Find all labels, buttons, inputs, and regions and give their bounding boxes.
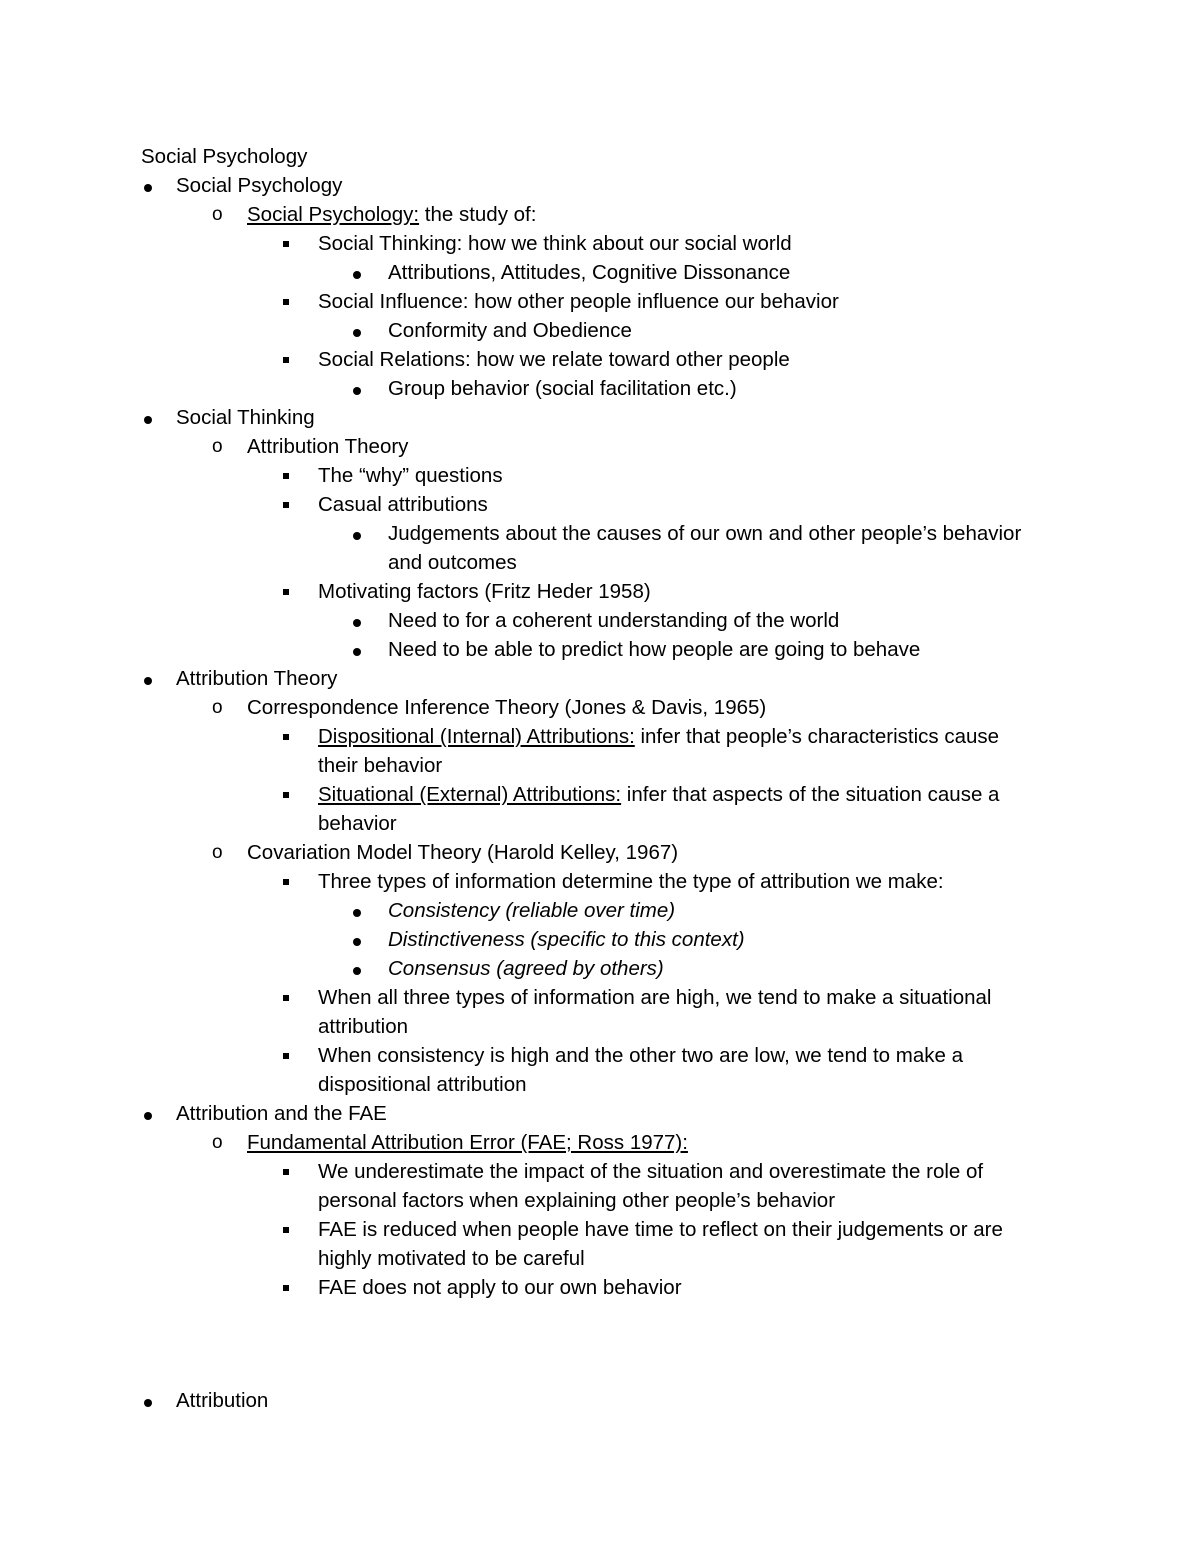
bullet-square-icon: [283, 1041, 289, 1070]
list-item-continuation: [0, 1244, 1200, 1273]
list-item-text: [318, 345, 790, 374]
list-item-text: [176, 1099, 387, 1128]
list-item-level-4: [0, 606, 1200, 635]
list-item-text: [318, 867, 944, 896]
text-run: personal factors when explaining other people’s behavior: [318, 1189, 836, 1212]
list-item-level-3: [0, 722, 1200, 751]
underlined-term: Social Psychology:: [247, 203, 420, 226]
list-item-level-3: [0, 229, 1200, 258]
text-run: highly motivated to be careful: [318, 1247, 585, 1270]
underlined-term: Fundamental Attribution Error (FAE; Ross 1977):: [247, 1131, 688, 1154]
text-run: Need to for a coherent understanding of the world: [388, 609, 840, 632]
list-item-text: [388, 606, 839, 635]
list-item-continuation: [0, 1186, 1200, 1215]
list-item-text: [318, 1244, 585, 1273]
bullet-square-icon: [283, 1215, 289, 1244]
text-run: Judgements about the causes of our own and other people’s behavior: [388, 522, 1022, 545]
bullet-dot-icon: [143, 403, 153, 432]
text-run: Group behavior (social facilitation etc.): [388, 377, 737, 400]
list-item-text: [318, 287, 839, 316]
list-item-text: [318, 1070, 527, 1099]
list-item-continuation: [0, 1070, 1200, 1099]
list-item-text: [318, 809, 397, 838]
text-run: dispositional attribution: [318, 1073, 527, 1096]
bullet-dot-icon: [143, 171, 153, 200]
list-item-level-1: [0, 664, 1200, 693]
list-item-level-2: [0, 200, 1200, 229]
list-item-text: [388, 954, 664, 983]
list-item-continuation: [0, 1012, 1200, 1041]
list-item-text: [388, 896, 675, 925]
list-item-level-4: [0, 954, 1200, 983]
text-run: Need to be able to predict how people are going to behave: [388, 638, 921, 661]
list-item-level-3: [0, 345, 1200, 374]
list-item-level-4: [0, 519, 1200, 548]
text-run: Motivating factors (Fritz Heder 1958): [318, 580, 651, 603]
page-title: Social Psychology: [141, 145, 308, 168]
list-item-text: [318, 1186, 835, 1215]
bullet-circle-icon: o: [212, 436, 223, 457]
text-run: Social Thinking: [176, 406, 315, 429]
list-item-level-4: [0, 896, 1200, 925]
text-run: infer that aspects of the situation cause a: [621, 783, 1000, 806]
text-run: Casual attributions: [318, 493, 488, 516]
text-run: When consistency is high and the other two are low, we tend to make a: [318, 1044, 963, 1067]
bullet-square-icon: [283, 983, 289, 1012]
bullet-square-icon: [283, 461, 289, 490]
list-item-level-1: [0, 1386, 1200, 1415]
list-item-text: [176, 403, 315, 432]
list-item-text: [247, 200, 536, 229]
list-item-level-3: [0, 490, 1200, 519]
bullet-circle-icon: o: [212, 204, 223, 225]
list-item-continuation: [0, 809, 1200, 838]
list-item-level-3: [0, 780, 1200, 809]
bullet-square-icon: [283, 287, 289, 316]
list-item-text: [176, 664, 337, 693]
list-item-level-1: [0, 1099, 1200, 1128]
list-item-level-2: [0, 838, 1200, 867]
list-item-level-2: [0, 1128, 1200, 1157]
list-item-level-4: [0, 258, 1200, 287]
text-run: infer that people’s characteristics cause: [634, 725, 1000, 748]
text-run: Consistency (reliable over time): [388, 899, 676, 922]
bullet-square-icon: [283, 1273, 289, 1302]
list-item-text: [318, 780, 999, 809]
list-item-level-3: [0, 1157, 1200, 1186]
list-item-text: [388, 925, 745, 954]
list-item-text: [247, 1128, 688, 1157]
list-item-level-3: [0, 461, 1200, 490]
list-item-text: [388, 635, 920, 664]
text-run: Covariation Model Theory (Harold Kelley, 1967): [247, 841, 679, 864]
bullet-square-icon: [283, 1157, 289, 1186]
bullet-dot-icon: [352, 316, 362, 345]
list-item-text: [247, 432, 408, 461]
list-item-text: [318, 751, 442, 780]
list-item-level-2: [0, 432, 1200, 461]
list-item-level-3: [0, 577, 1200, 606]
list-item-level-1: [0, 171, 1200, 200]
list-item-text: [247, 838, 678, 867]
text-run: When all three types of information are high, we tend to make a situational: [318, 986, 992, 1009]
text-run: the study of:: [419, 203, 537, 226]
bullet-dot-icon: [352, 925, 362, 954]
bullet-dot-icon: [352, 635, 362, 664]
bullet-square-icon: [283, 722, 289, 751]
bullet-square-icon: [283, 780, 289, 809]
bullet-dot-icon: [352, 606, 362, 635]
bullet-dot-icon: [143, 1386, 153, 1415]
list-item-level-4: [0, 925, 1200, 954]
list-item-text: [318, 983, 991, 1012]
text-run: Social Psychology: [176, 174, 343, 197]
text-run: FAE does not apply to our own behavior: [318, 1276, 682, 1299]
text-run: We underestimate the impact of the situation and overestimate the role of: [318, 1160, 984, 1183]
text-run: Distinctiveness (specific to this context): [388, 928, 745, 951]
list-item-text: [318, 1273, 682, 1302]
list-item-level-4: [0, 635, 1200, 664]
bullet-dot-icon: [352, 258, 362, 287]
bullet-dot-icon: [352, 374, 362, 403]
text-run: Three types of information determine the type of attribution we make:: [318, 870, 944, 893]
text-run: Attribution: [176, 1389, 269, 1412]
list-item-level-3: [0, 1041, 1200, 1070]
text-run: Attribution Theory: [176, 667, 338, 690]
text-run: The “why” questions: [318, 464, 503, 487]
bullet-square-icon: [283, 345, 289, 374]
bullet-circle-icon: o: [212, 1132, 223, 1153]
underlined-term: Dispositional (Internal) Attributions:: [318, 725, 635, 748]
list-item-text: [318, 490, 488, 519]
text-run: their behavior: [318, 754, 443, 777]
list-item-text: [318, 1215, 1003, 1244]
bullet-square-icon: [283, 490, 289, 519]
text-run: behavior: [318, 812, 397, 835]
list-item-level-4: [0, 316, 1200, 345]
list-item-level-3: [0, 287, 1200, 316]
text-run: Attribution and the FAE: [176, 1102, 387, 1125]
text-run: Social Influence: how other people influence our behavior: [318, 290, 839, 313]
bullet-dot-icon: [352, 519, 362, 548]
list-item-text: [388, 374, 737, 403]
text-run: Consensus (agreed by others): [388, 957, 664, 980]
text-run: Correspondence Inference Theory (Jones & Davis, 1965): [247, 696, 767, 719]
list-item-text: [176, 1386, 268, 1415]
bullet-square-icon: [283, 229, 289, 258]
list-item-text: [318, 722, 999, 751]
list-item-level-4: [0, 374, 1200, 403]
list-item-text: [318, 1157, 983, 1186]
bullet-circle-icon: o: [212, 697, 223, 718]
bullet-dot-icon: [143, 1099, 153, 1128]
list-item-continuation: [0, 751, 1200, 780]
text-run: and outcomes: [388, 551, 517, 574]
list-item-level-3: [0, 983, 1200, 1012]
list-item-continuation: [0, 548, 1200, 577]
list-item-level-2: [0, 693, 1200, 722]
text-run: Social Relations: how we relate toward other people: [318, 348, 790, 371]
bullet-dot-icon: [352, 896, 362, 925]
text-run: FAE is reduced when people have time to reflect on their judgements or are: [318, 1218, 1003, 1241]
list-item-text: [318, 1012, 408, 1041]
list-item-text: [318, 229, 792, 258]
bullet-dot-icon: [352, 954, 362, 983]
list-item-text: [388, 258, 790, 287]
bullet-square-icon: [283, 867, 289, 896]
text-run: Social Thinking: how we think about our social world: [318, 232, 792, 255]
list-item-text: [388, 548, 517, 577]
text-run: Conformity and Obedience: [388, 319, 632, 342]
bullet-dot-icon: [143, 664, 153, 693]
text-run: Attribution Theory: [247, 435, 409, 458]
list-item-level-3: [0, 1215, 1200, 1244]
list-item-level-3: [0, 1273, 1200, 1302]
text-run: attribution: [318, 1015, 409, 1038]
bullet-square-icon: [283, 577, 289, 606]
underlined-term: Situational (External) Attributions:: [318, 783, 622, 806]
list-item-level-3: [0, 867, 1200, 896]
list-item-text: [318, 1041, 963, 1070]
list-item-level-1: [0, 403, 1200, 432]
list-item-text: [247, 693, 766, 722]
list-item-text: [318, 577, 651, 606]
list-item-text: [388, 519, 1021, 548]
list-item-text: [388, 316, 632, 345]
list-item-text: [318, 461, 503, 490]
text-run: Attributions, Attitudes, Cognitive Dissonance: [388, 261, 791, 284]
list-item-text: [176, 171, 342, 200]
bullet-circle-icon: o: [212, 842, 223, 863]
